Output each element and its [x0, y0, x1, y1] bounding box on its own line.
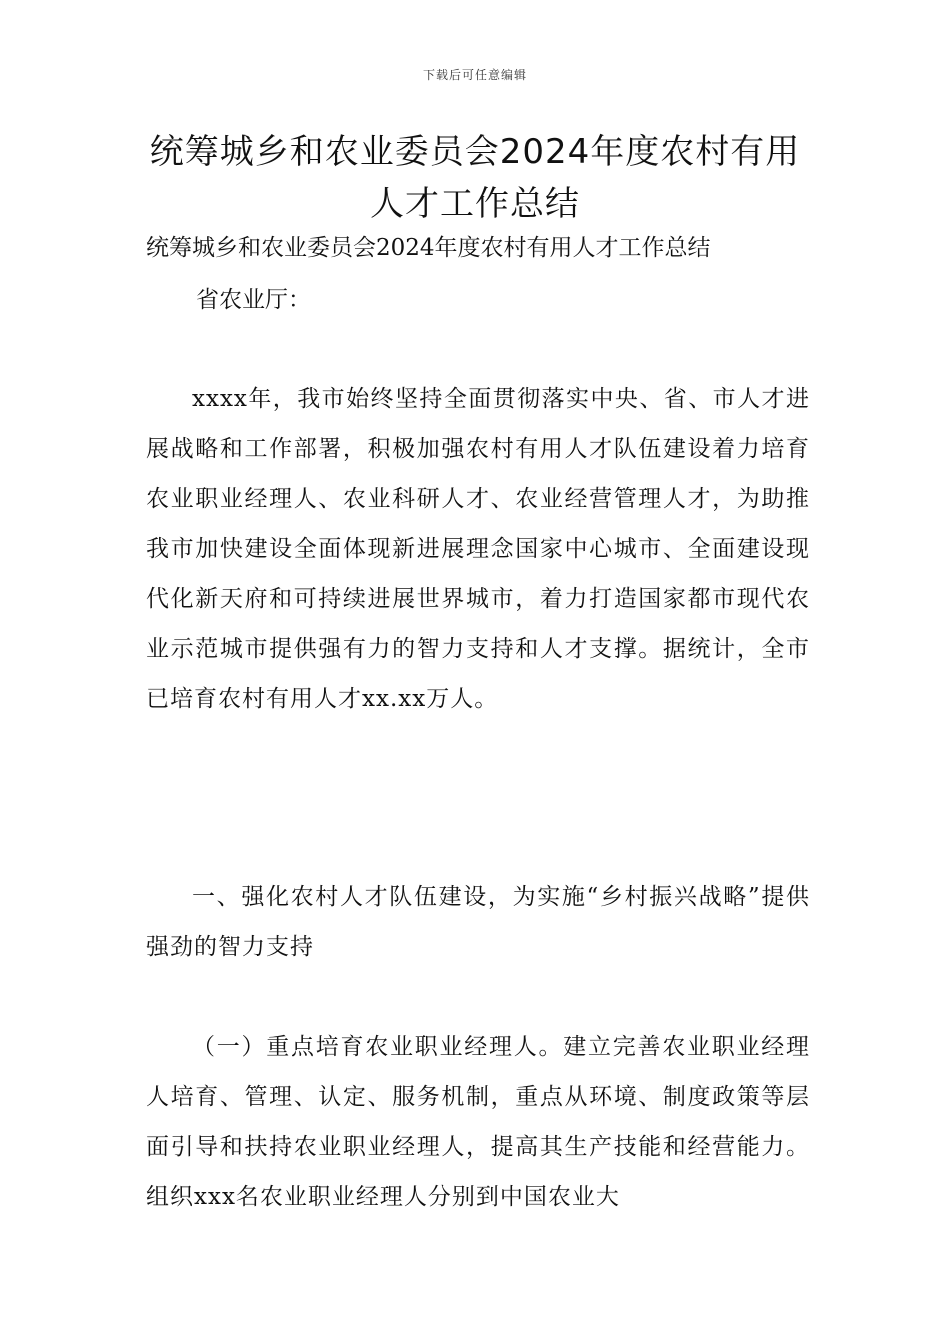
document-subtitle: 统筹城乡和农业委员会2024年度农村有用人才工作总结: [146, 235, 711, 261]
paragraph-intro: xxxx年，我市始终坚持全面贯彻落实中央、省、市人才进展战略和工作部署，积极加强农村有用人才队伍建设着力培育农业职业经理人、农业科研人才、农业经营管理人才，为助推我市加快建设全面体现新进展理念国家中心城市、全面建设现代化新天府和可持续进展世界城市，着力打造国家都市现代农业示范城市提供强有力的智力支持和人才支撑。据统计，全市已培育农村有用人才xx.xx万人。: [146, 386, 810, 712]
header-note: 下载后可任意编辑: [422, 68, 527, 82]
paragraph-subsection-1: （一）重点培育农业职业经理人。建立完善农业职业经理人培育、管理、认定、服务机制，重点从环境、制度政策等层面引导和扶持农业职业经理人，提高其生产技能和经营能力。组织xxx名农业职业经理人分别到中国农业大: [146, 1034, 810, 1210]
salutation: 省农业厅：: [196, 287, 311, 313]
section-heading-1: 一、强化农村人才队伍建设，为实施“乡村振兴战略”提供强劲的智力支持: [146, 884, 810, 960]
document-title: 统筹城乡和农业委员会2024年度农村有用人才工作总结: [149, 132, 801, 224]
